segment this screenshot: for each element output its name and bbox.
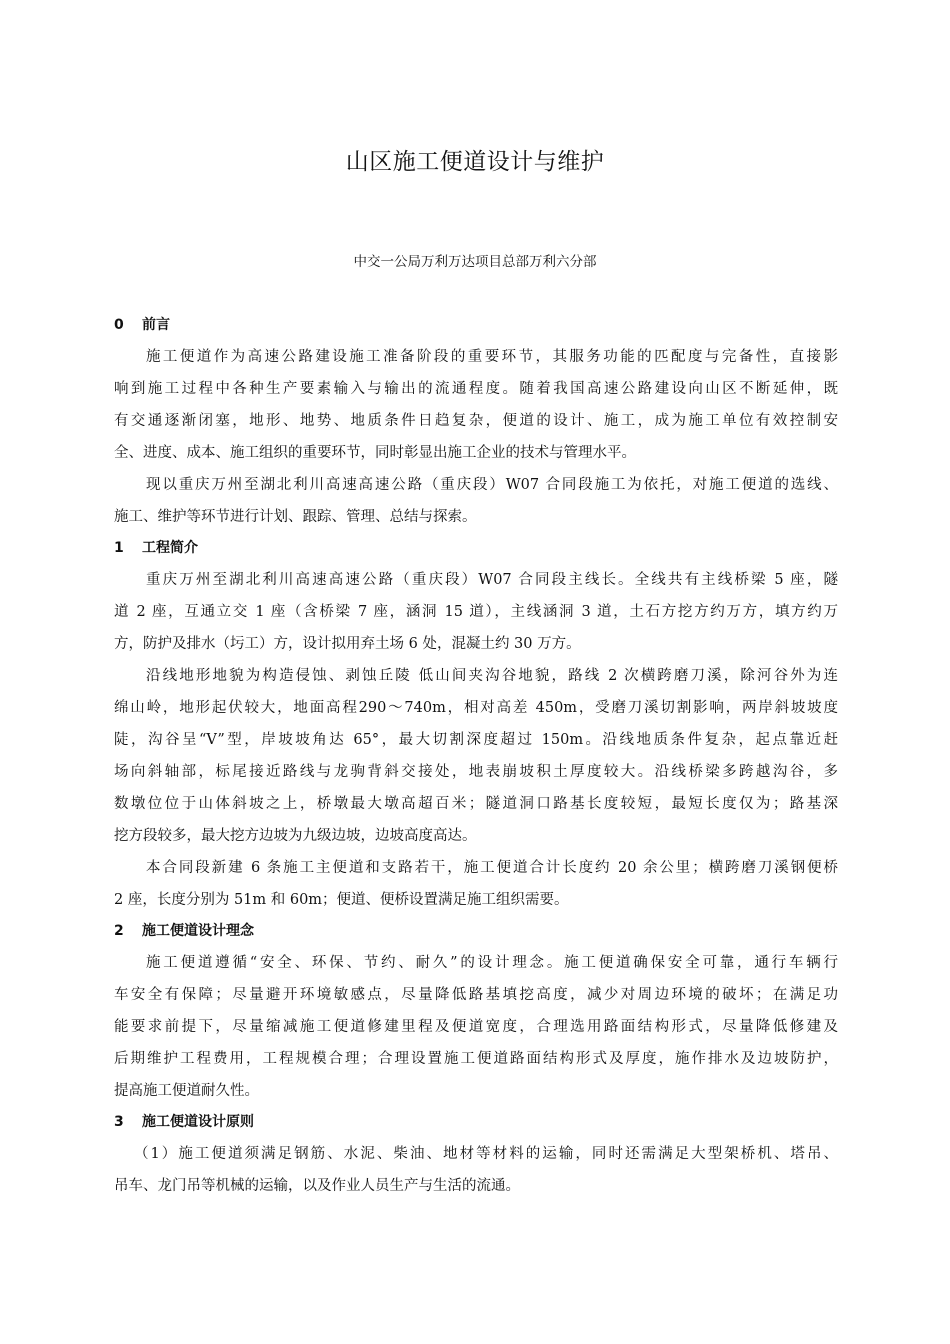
paragraph-line: 提高施工便道耐久性。 <box>114 1083 259 1099</box>
paragraph-line: 现以重庆万州至湖北利川高速高速公路（重庆段）W07 合同段施工为依托，对施工便道的选线、 <box>146 477 838 493</box>
paragraph-line: 沿线地形地貌为构造侵蚀、剥蚀丘陵 低山间夹沟谷地貌，路线 2 次横跨磨刀溪，除河谷外为连 <box>146 668 838 684</box>
paragraph-line: 施工便道遵循“安全、环保、节约、耐久”的设计理念。施工便道确保安全可靠，通行车辆行 <box>146 955 838 971</box>
paragraph-line: 响到施工过程中各种生产要素输入与输出的流通程度。随着我国高速公路建设向山区不断延伸，既 <box>114 381 838 397</box>
section-number: 3 <box>114 1114 124 1130</box>
section-heading-1 <box>114 533 838 564</box>
section-heading-2 <box>114 916 838 947</box>
document-title: 山区施工便道设计与维护 <box>345 149 605 175</box>
paragraph-line: 挖方段较多，最大挖方边坡为九级边坡，边坡高度高达。 <box>114 828 477 844</box>
document-body <box>114 310 838 1202</box>
section-number: 1 <box>114 540 124 556</box>
section-heading-0 <box>114 310 838 341</box>
paragraph-line: 能要求前提下，尽量缩减施工便道修建里程及便道宽度，合理选用路面结构形式，尽量降低修建及 <box>114 1019 838 1035</box>
paragraph-line: 2 座，长度分别为 51m 和 60m；便道、便桥设置满足施工组织需要。 <box>114 892 569 908</box>
section-title: 前言 <box>142 317 170 333</box>
section-title: 施工便道设计理念 <box>142 923 254 939</box>
paragraph-line: 车安全有保障；尽量避开环境敏感点，尽量降低路基填挖高度，减少对周边环境的破坏；在满足功 <box>114 987 838 1003</box>
paragraph-line: 道 2 座，互通立交 1 座（含桥梁 7 座，涵洞 15 道），主线涵洞 3 道，土石方挖方约万方，填方约万 <box>114 604 838 620</box>
paragraph-line: 后期维护工程费用，工程规模合理；合理设置施工便道路面结构形式及厚度，施作排水及边坡防护， <box>114 1051 838 1067</box>
paragraph-line: 陡，沟谷呈“V”型，岸坡坡角达 65°，最大切割深度超过 150m。沿线地质条件复杂，起点靠近赶 <box>114 732 838 748</box>
paragraph-line: 有交通逐渐闭塞，地形、地势、地质条件日趋复杂，便道的设计、施工，成为施工单位有效控制安 <box>114 413 838 429</box>
paragraph-line: 场向斜轴部，标尾接近路线与龙驹背斜交接处，地表崩坡积土厚度较大。沿线桥梁多跨越沟谷，多 <box>114 764 838 780</box>
section-number: 0 <box>114 317 124 333</box>
section-heading-3 <box>114 1107 838 1138</box>
paragraph-line: 重庆万州至湖北利川高速高速公路（重庆段）W07 合同段主线长。全线共有主线桥梁 5 座，隧 <box>146 572 838 588</box>
section-title: 工程简介 <box>142 540 198 556</box>
section-title: 施工便道设计原则 <box>142 1114 254 1130</box>
section-number: 2 <box>114 923 124 939</box>
paragraph-line: 全、进度、成本、施工组织的重要环节，同时彰显出施工企业的技术与管理水平。 <box>114 445 636 461</box>
paragraph-line: 本合同段新建 6 条施工主便道和支路若干，施工便道合计长度约 20 余公里；横跨磨刀溪钢便桥 <box>146 860 838 876</box>
paragraph-line: 施工、维护等环节进行计划、跟踪、管理、总结与探索。 <box>114 509 477 525</box>
paragraph-line: 绵山岭，地形起伏较大，地面高程290～740m，相对高差 450m，受磨刀溪切割影响，两岸斜坡坡度 <box>114 700 838 716</box>
paragraph-line: （1）施工便道须满足钢筋、水泥、柴油、地材等材料的运输，同时还需满足大型架桥机、塔吊、 <box>134 1146 838 1162</box>
paragraph-line: 吊车、龙门吊等机械的运输，以及作业人员生产与生活的流通。 <box>114 1178 520 1194</box>
paragraph-line: 施工便道作为高速公路建设施工准备阶段的重要环节，其服务功能的匹配度与完备性，直接影 <box>146 349 838 365</box>
author-affiliation: 中交一公局万利万达项目总部万利六分部 <box>353 254 597 270</box>
paragraph-line: 数墩位位于山体斜坡之上，桥墩最大墩高超百米；隧道洞口路基长度较短，最短长度仅为；路基深 <box>114 796 838 812</box>
paragraph-line: 方，防护及排水（圬工）方，设计拟用弃土场 6 处，混凝土约 30 万方。 <box>114 636 581 652</box>
